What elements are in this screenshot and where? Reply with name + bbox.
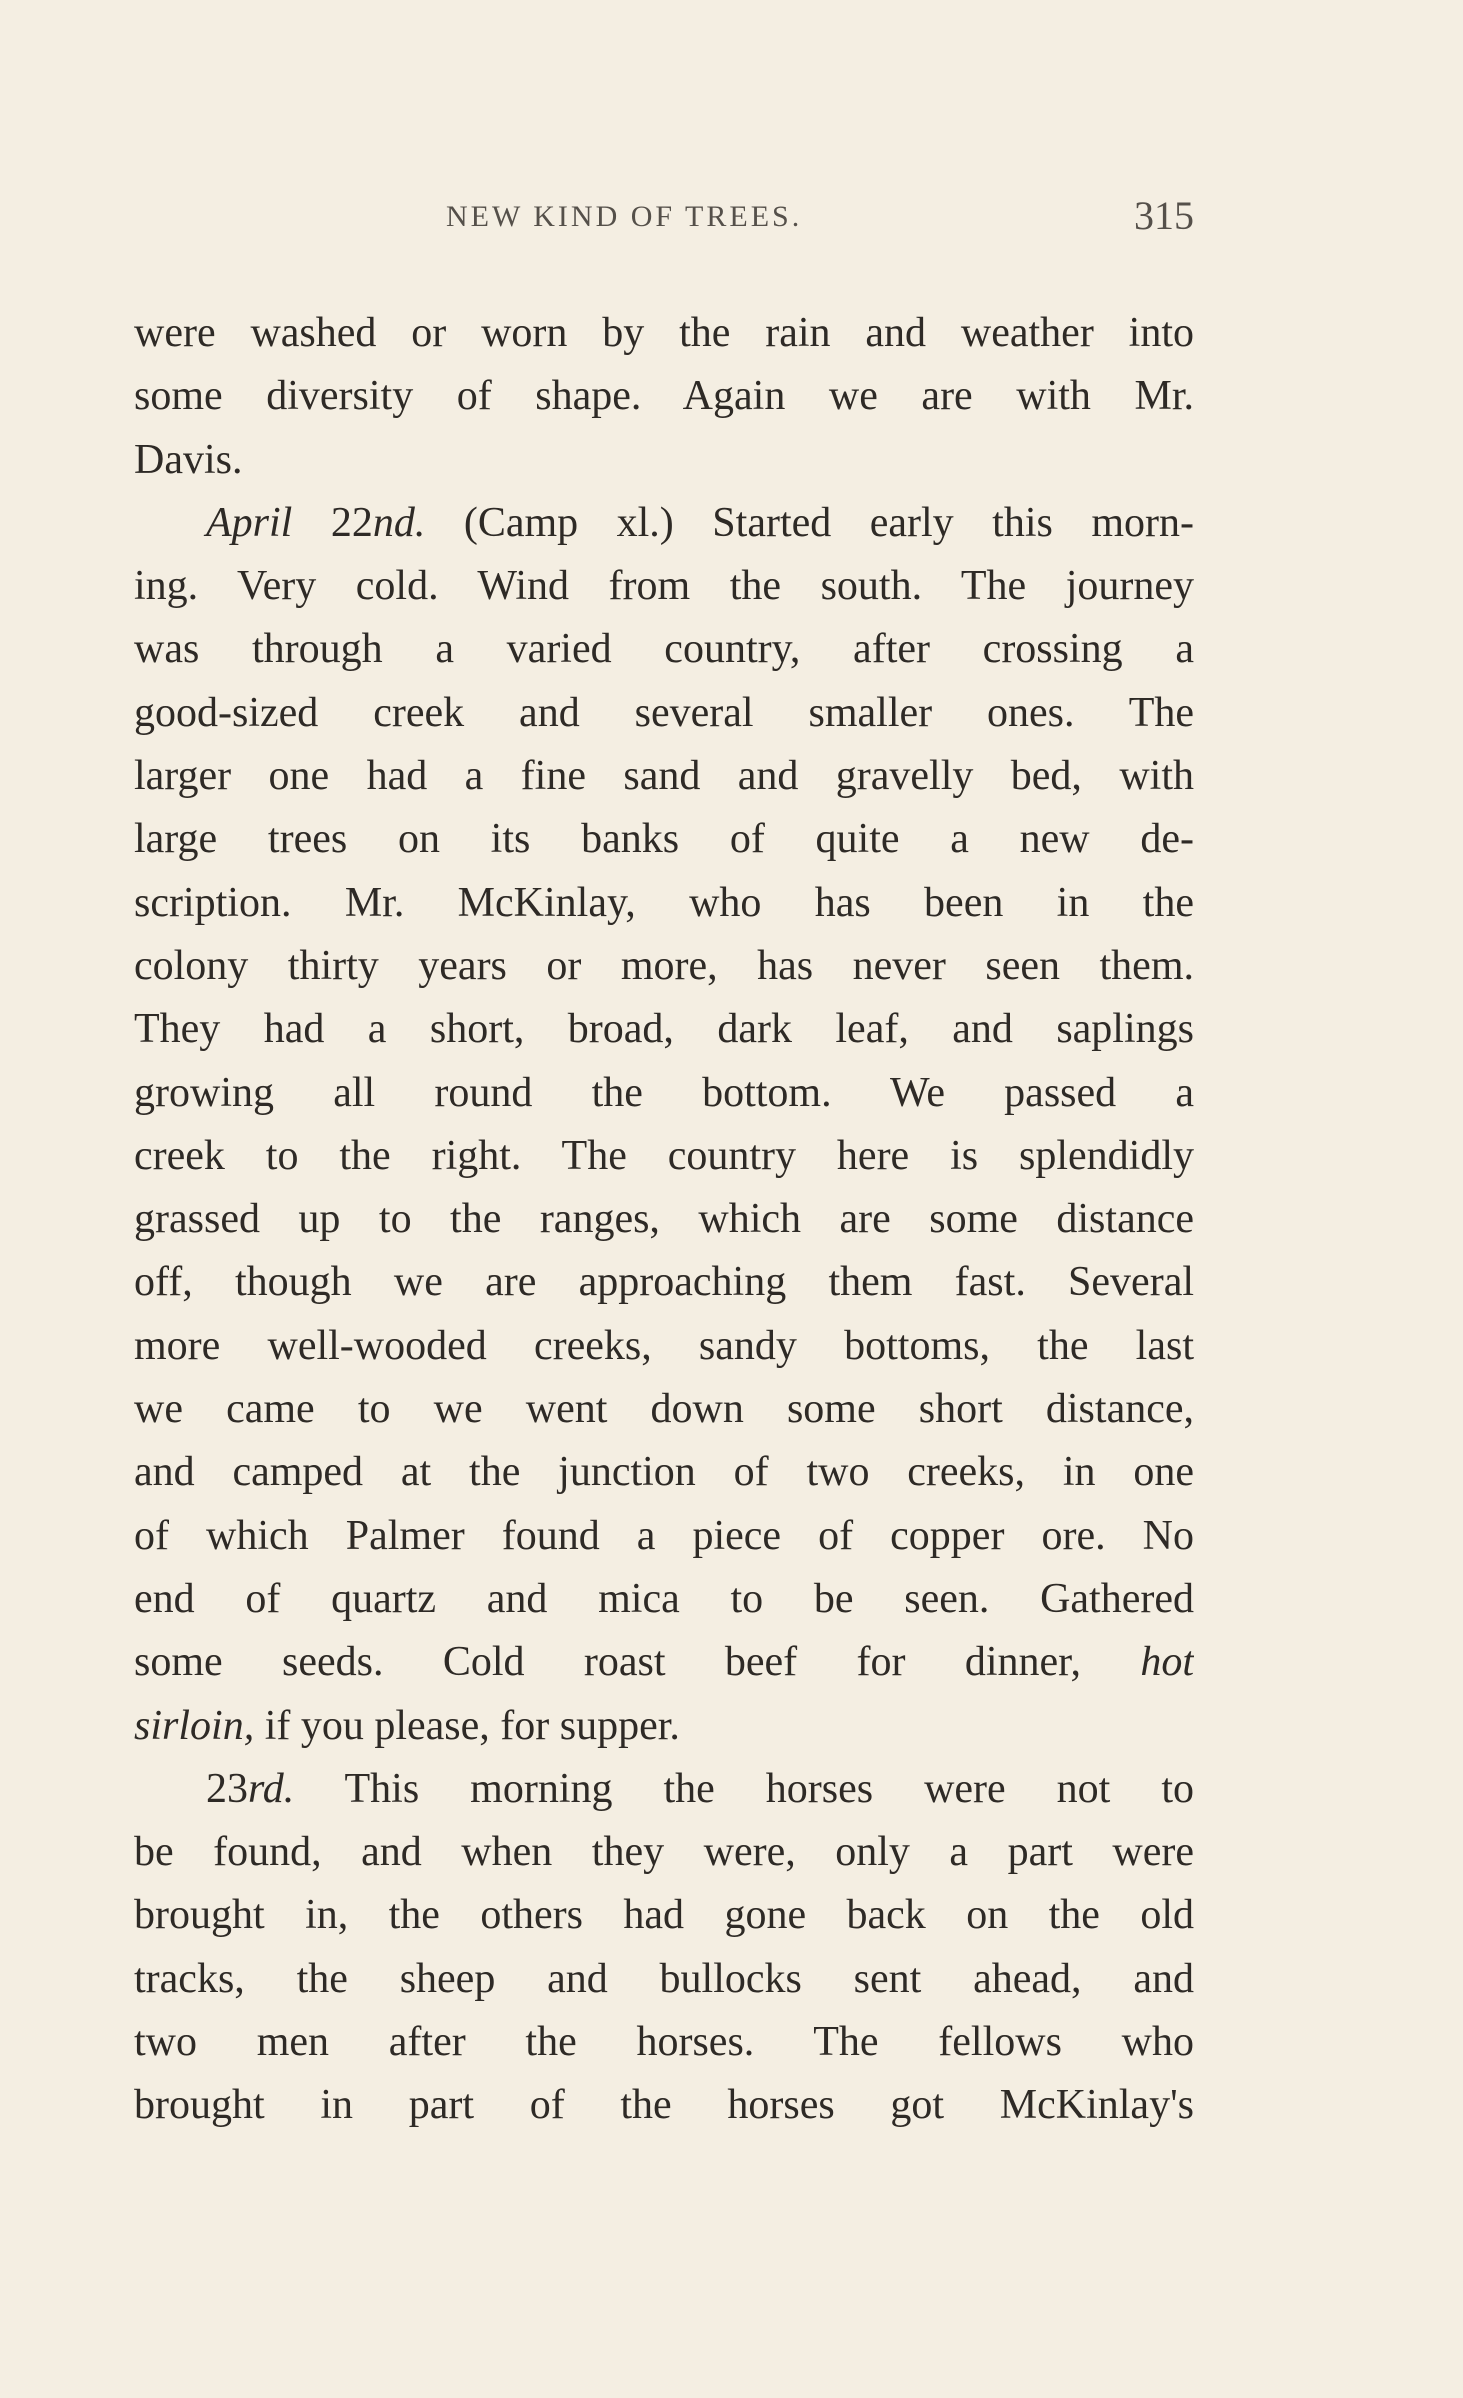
text-line (134, 872, 1194, 935)
italic-word: hot (1080, 1639, 1194, 1686)
text-line (134, 682, 1194, 745)
line-text: be found, and when they were, only a part were (134, 1829, 1194, 1876)
text-line (134, 1568, 1194, 1631)
text-line (134, 302, 1194, 365)
line-text: if you please, for supper. (254, 1702, 680, 1749)
text-line (134, 492, 1194, 555)
text-line (134, 1062, 1194, 1125)
text-line (134, 1125, 1194, 1188)
running-head: NEW KIND OF TREES. (446, 200, 803, 233)
text-line (134, 1315, 1194, 1378)
text-line (134, 998, 1194, 1061)
line-text: was through a varied country, after crossing a (134, 626, 1194, 673)
line-text: off, though we are approaching them fast. Several (134, 1259, 1194, 1306)
text-line (134, 1378, 1194, 1441)
text-line (134, 555, 1194, 618)
text-line (134, 745, 1194, 808)
line-text: grassed up to the ranges, which are some distance (134, 1196, 1194, 1243)
date-suffix: rd. (248, 1765, 295, 1812)
line-text: colony thirty years or more, has never seen them. (134, 942, 1194, 989)
line-text: good-sized creek and several smaller ones. The (134, 689, 1194, 736)
line-text: more well-wooded creeks, sandy bottoms, the last (134, 1322, 1194, 1369)
line-text: creek to the right. The country here is splendidly (134, 1132, 1194, 1179)
date-number: 22 (292, 499, 373, 546)
line-text: Davis. (134, 436, 243, 483)
line-text: two men after the horses. The fellows who (134, 2019, 1194, 2066)
line-text: some seeds. Cold roast beef for dinner, (134, 1639, 1081, 1686)
body-text (134, 302, 1194, 2138)
text-line (134, 1505, 1194, 1568)
text-line (134, 1884, 1194, 1947)
text-line (134, 1948, 1194, 2011)
date-italic: April (206, 499, 293, 546)
text-line (134, 1441, 1194, 1504)
line-text: growing all round the bottom. We passed a (134, 1069, 1194, 1116)
line-text: ing. Very cold. Wind from the south. The journey (134, 563, 1194, 610)
line-text: larger one had a fine sand and gravelly bed, with (134, 753, 1194, 800)
text-line (134, 1821, 1194, 1884)
text-line (134, 365, 1194, 428)
line-text: and camped at the junction of two creeks, in one (134, 1449, 1194, 1496)
line-text: scription. Mr. McKinlay, who has been in the (134, 879, 1194, 926)
line-text: (Camp xl.) Started early this morn- (425, 499, 1194, 546)
line-text: This morning the horses were not to (294, 1765, 1194, 1812)
line-text: of which Palmer found a piece of copper ore. No (134, 1512, 1194, 1559)
text-line (134, 1631, 1194, 1694)
line-text: end of quartz and mica to be seen. Gathered (134, 1575, 1194, 1622)
line-text: tracks, the sheep and bullocks sent ahead, and (134, 1955, 1194, 2002)
line-text: brought in part of the horses got McKinlay's (134, 2082, 1194, 2129)
line-text: were washed or worn by the rain and weather into (134, 310, 1194, 356)
text-line (134, 618, 1194, 681)
text-line (134, 1251, 1194, 1314)
text-line (134, 935, 1194, 998)
text-line (134, 1695, 1194, 1758)
text-line (134, 1188, 1194, 1251)
text-line (134, 1758, 1194, 1821)
text-line (134, 2074, 1194, 2137)
page-number: 315 (1134, 193, 1194, 238)
line-text: we came to we went down some short distance, (134, 1386, 1194, 1433)
date-suffix: nd. (372, 499, 426, 546)
text-line (134, 2011, 1194, 2074)
text-line (134, 808, 1194, 871)
line-text: brought in, the others had gone back on the old (134, 1892, 1194, 1939)
line-text: large trees on its banks of quite a new de- (134, 816, 1194, 863)
text-line (134, 429, 1194, 492)
line-text: some diversity of shape. Again we are with Mr. (134, 373, 1194, 420)
line-text: They had a short, broad, dark leaf, and saplings (134, 1006, 1194, 1053)
page-header (134, 192, 1194, 252)
italic-word: sirloin, (134, 1702, 255, 1749)
date-number: 23 (206, 1765, 248, 1812)
